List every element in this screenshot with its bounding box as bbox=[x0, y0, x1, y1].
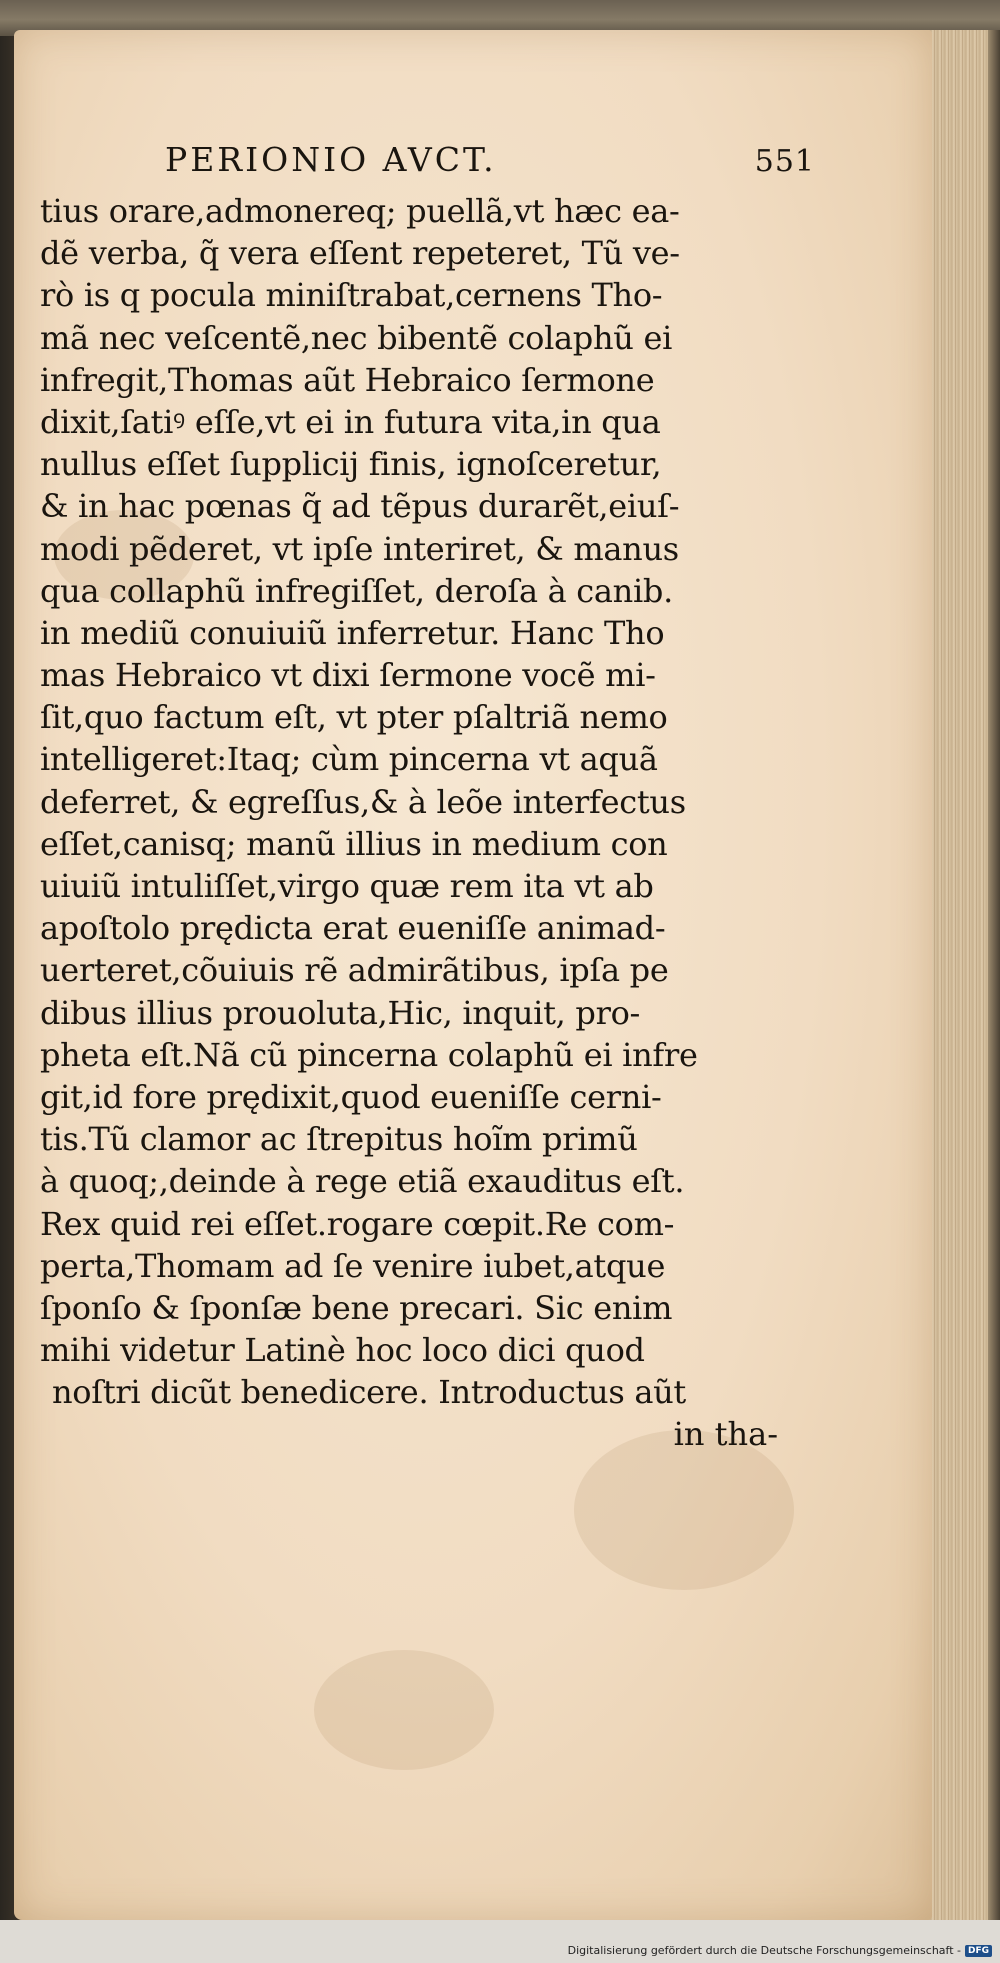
text-line: infregit,Thomas aũt Hebraico ſermone bbox=[40, 360, 655, 399]
text-line: nullus eſſet ſupplicij finis, ignoſceretur, bbox=[40, 445, 662, 484]
paper-stain bbox=[314, 1650, 494, 1770]
text-line: uiuiũ intuliſſet,virgo quæ rem ita vt ab bbox=[40, 867, 654, 905]
credit-text: Digitalisierung gefördert durch die Deutsche Forschungsgemeinschaft - bbox=[567, 1944, 961, 1957]
text-line: perta,Thomam ad ſe venire iubet,atque bbox=[40, 1246, 666, 1285]
text-line: modi pẽderet, vt ipſe interiret, & manus bbox=[40, 529, 679, 568]
running-head bbox=[165, 140, 815, 188]
text-line: dixit,ſatiꝰ eſſe,vt ei in futura vita,in qua bbox=[40, 402, 661, 441]
text-line: intelligeret:Itaq; cùm pincerna vt aquã bbox=[40, 740, 658, 779]
page-number: 551 bbox=[754, 144, 815, 179]
catchword: in tha- bbox=[673, 1415, 778, 1454]
text-line: mã nec veſcentẽ,nec bibentẽ colaphũ ei bbox=[40, 318, 673, 357]
text-line: mas Hebraico vt dixi ſermone vocẽ mi- bbox=[40, 656, 656, 695]
text-line: apoſtolo prędicta erat eueniſſe animad- bbox=[40, 909, 666, 948]
text-line: dibus illius prouoluta,Hic, inquit, pro- bbox=[40, 993, 641, 1032]
text-line: mihi videtur Latinè hoc loco dici quod bbox=[40, 1331, 645, 1370]
dfg-logo-icon: DFG bbox=[965, 1945, 992, 1957]
text-line: deferret, & egreſſus,& à leõe interfectus bbox=[40, 782, 686, 821]
page-text bbox=[40, 140, 820, 1456]
text-line: ſit,quo factum eſt, vt pter pſaltriã nemo bbox=[40, 698, 668, 737]
text-line: rò is q pocula miniſtrabat,cernens Tho- bbox=[40, 276, 663, 315]
text-line: & in hac pœnas q̃ ad tẽpus durarẽt,eiuſ- bbox=[40, 487, 680, 526]
running-title: PERIONIO AVCT. bbox=[165, 140, 497, 179]
text-line: pheta eſt.Nã cũ pincerna colaphũ ei infre bbox=[40, 1035, 698, 1074]
text-line: eſſet,canisq; manũ illius in medium con bbox=[40, 824, 668, 863]
text-line: ſponſo & ſponſæ bene precari. Sic enim bbox=[40, 1288, 673, 1327]
text-line: in mediũ conuiuiũ inferretur. Hanc Tho bbox=[40, 613, 665, 652]
text-line: git,id fore prędixit,quod eueniſſe cerni- bbox=[40, 1077, 662, 1116]
text-line: Rex quid rei eſſet.rogare cœpit.Re com- bbox=[40, 1204, 675, 1243]
page-edges bbox=[928, 30, 1000, 1920]
text-line: uerteret,cõuiuis rẽ admirãtibus, ipſa pe bbox=[40, 951, 669, 990]
text-line: dẽ verba, q̃ vera eſſent repeteret, Tũ ve- bbox=[40, 234, 680, 273]
text-line: noſtri dicũt benedicere. Introductus aũt bbox=[52, 1373, 686, 1412]
text-line: à quoq;,deinde à rege etiã exauditus eſt. bbox=[40, 1162, 685, 1201]
text-line: qua collaphũ infregiſſet, deroſa à canib. bbox=[40, 571, 673, 610]
digitization-credit bbox=[568, 1944, 992, 1957]
text-line: tius orare,admonereq; puellã,vt hæc ea- bbox=[40, 192, 680, 230]
footer-band bbox=[0, 1920, 1000, 1963]
text-line: tis.Tũ clamor ac ſtrepitus hoĩm primũ bbox=[40, 1120, 638, 1159]
